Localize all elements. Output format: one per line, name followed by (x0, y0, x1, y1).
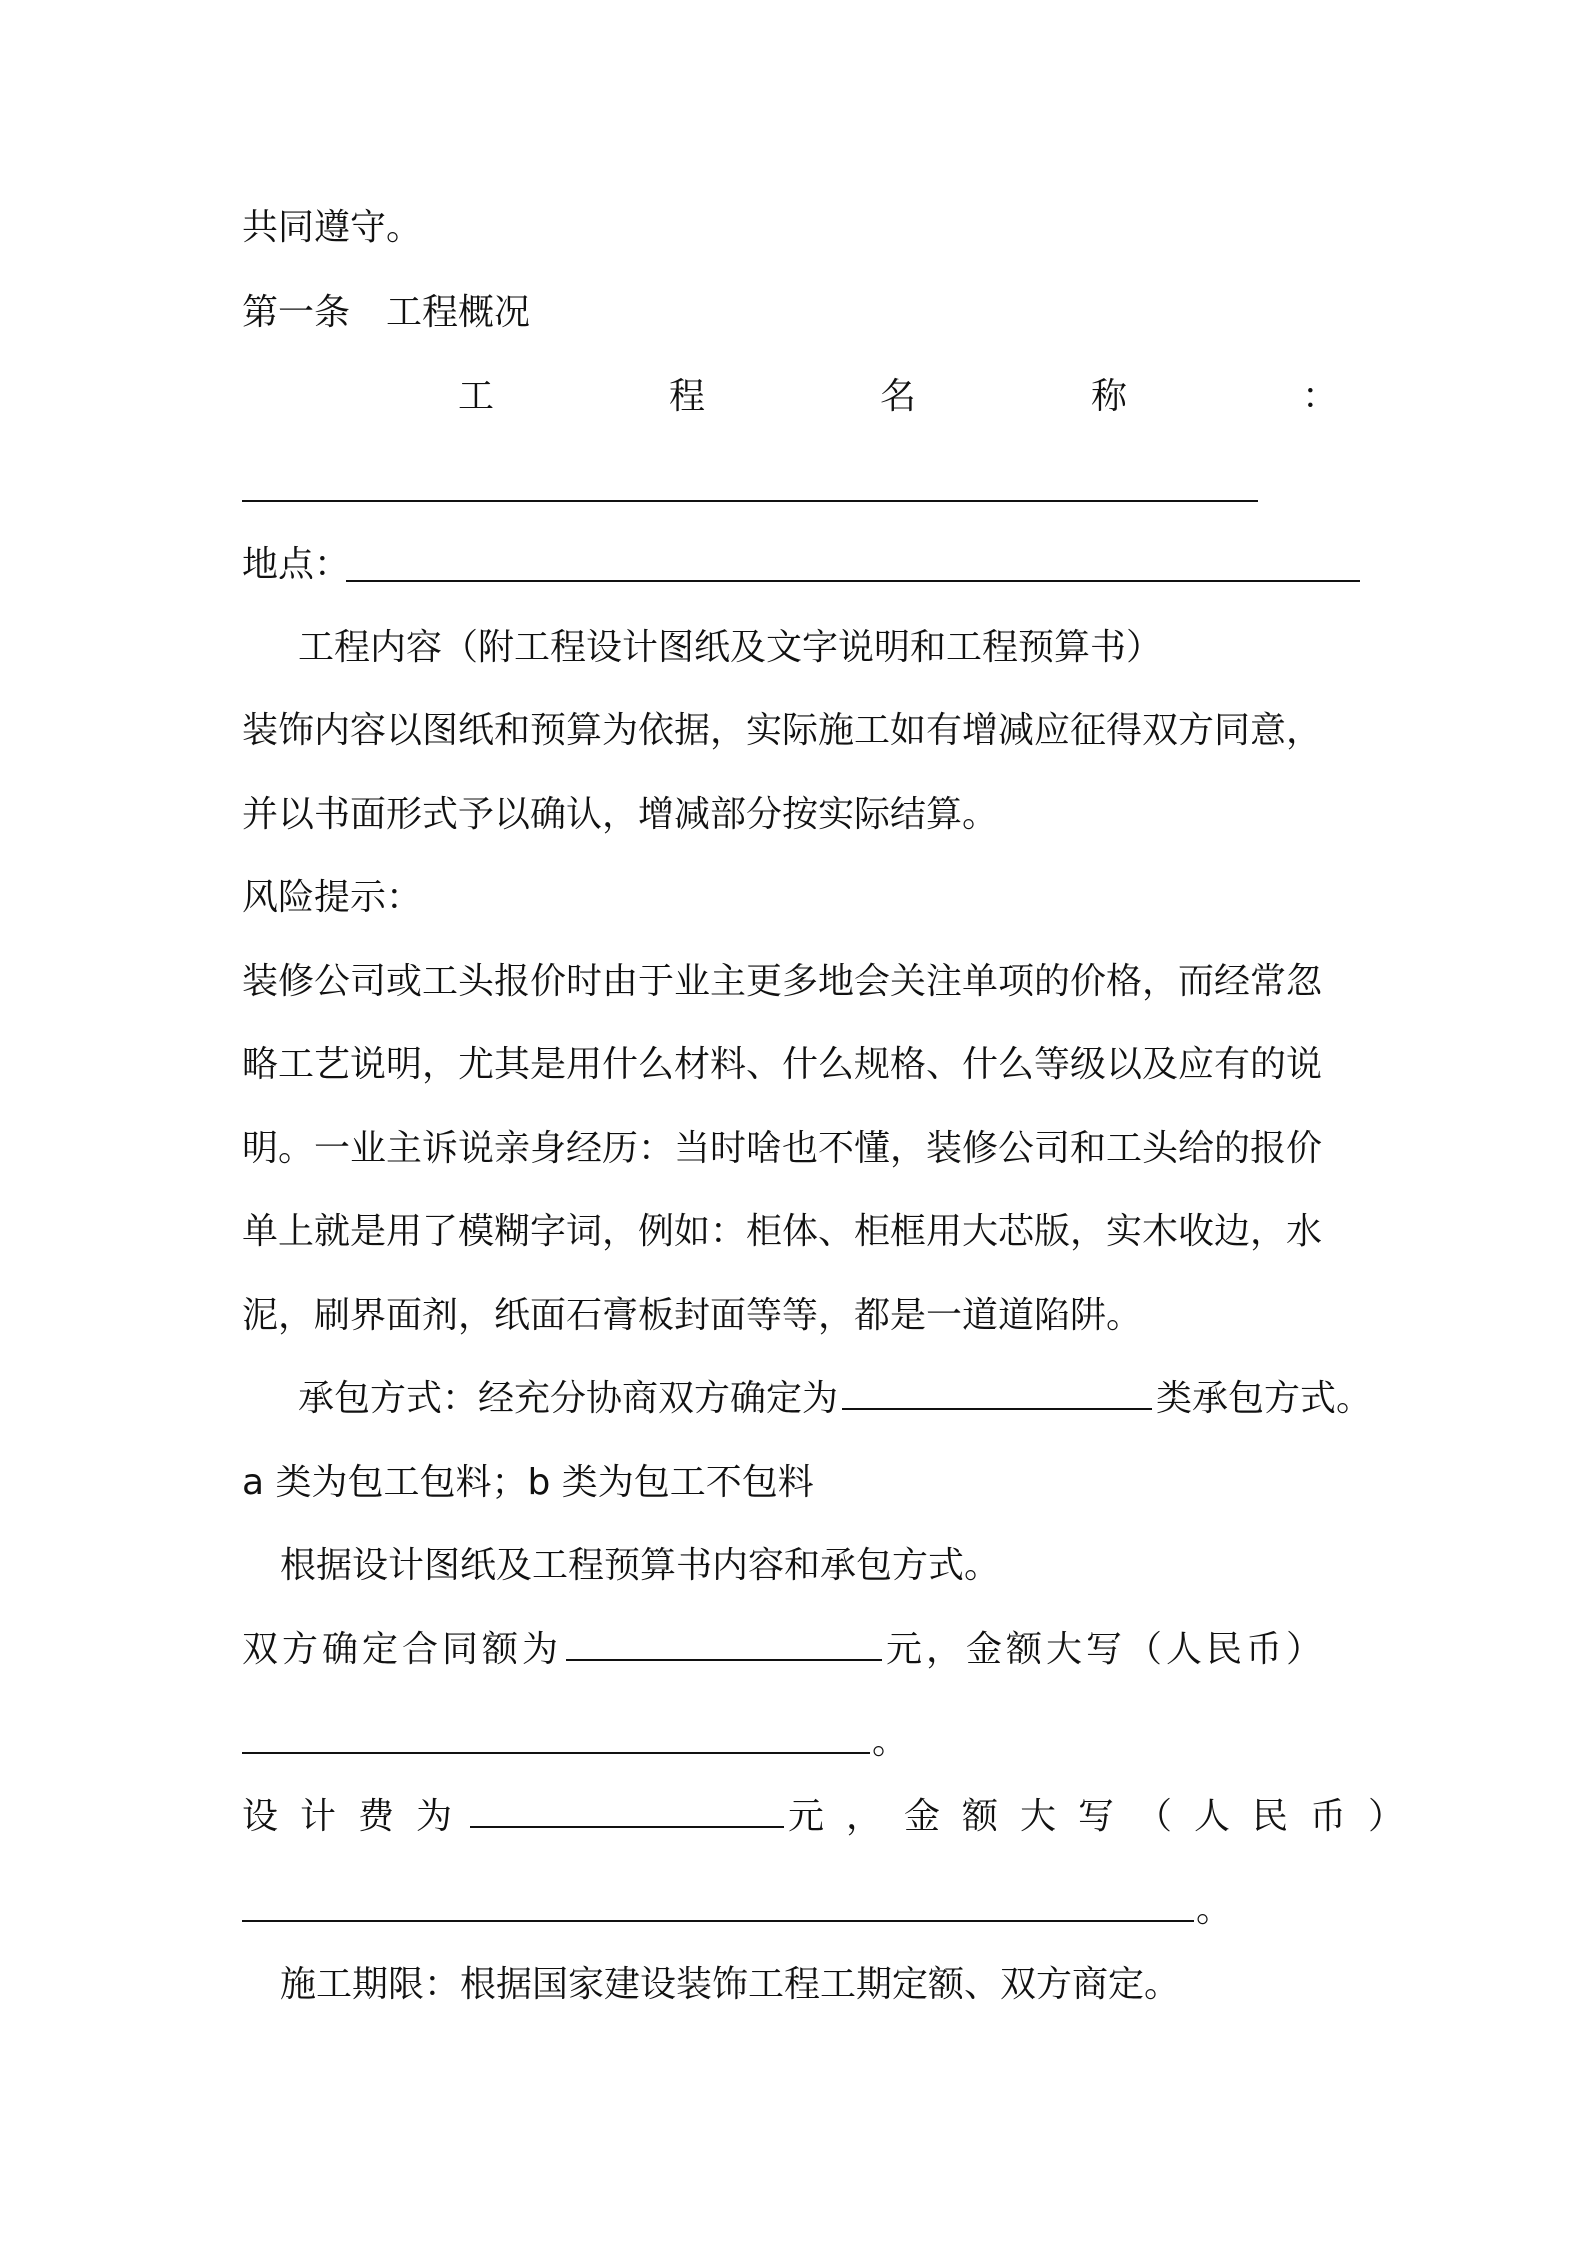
design-fee-capital-blank[interactable] (242, 1920, 1194, 1922)
risk-label: 风险提示： (242, 877, 423, 918)
contract-mode-suffix: 类承包方式。 (1156, 1378, 1373, 1419)
design-fee-suffix: 元，金额大写（人民币） (788, 1796, 1427, 1837)
location-label: 地点： (242, 544, 351, 585)
project-name-char: 称 (1090, 376, 1127, 417)
contract-amount-line (242, 1626, 1326, 1674)
project-name-label (458, 373, 1338, 421)
risk-paragraph-line4: 单上就是用了模糊字词，例如：柜体、柜框用大芯版，实木收边，水 (242, 1211, 1323, 1252)
mode-options-line: a 类为包工包料；b 类为包工不包料 (242, 1462, 814, 1503)
project-name-char: 名 (879, 376, 916, 417)
amount-capital-end: 。 (872, 1721, 909, 1762)
risk-paragraph-line1: 装修公司或工头报价时由于业主更多地会关注单项的价格，而经常忽 (242, 961, 1323, 1002)
amount-prefix: 双方确定合同额为 (242, 1629, 563, 1670)
decoration-paragraph-line1: 装饰内容以图纸和预算为依据，实际施工如有增减应征得双方同意， (242, 710, 1323, 751)
basis-line: 根据设计图纸及工程预算书内容和承包方式。 (280, 1545, 1001, 1586)
amount-suffix: 元，金额大写（人民币） (886, 1629, 1327, 1670)
contract-mode-prefix: 承包方式：经充分协商双方确定为 (298, 1378, 839, 1419)
design-fee-prefix: 设计费为 (242, 1796, 475, 1837)
design-fee-line (242, 1793, 1426, 1841)
project-name-char: 程 (668, 376, 705, 417)
location-line (242, 541, 350, 589)
design-fee-capital-end: 。 (1196, 1889, 1233, 1930)
project-name-char: 工 (458, 376, 495, 417)
project-name-blank[interactable] (242, 500, 1258, 502)
project-content-line: 工程内容（附工程设计图纸及文字说明和工程预算书） (298, 627, 1163, 668)
schedule-line: 施工期限：根据国家建设装饰工程工期定额、双方商定。 (280, 1964, 1181, 2005)
contract-mode-blank[interactable] (842, 1378, 1152, 1410)
location-blank[interactable] (346, 580, 1360, 582)
amount-blank[interactable] (566, 1629, 882, 1661)
risk-paragraph-line5: 泥，刷界面剂，纸面石膏板封面等等，都是一道道陷阱。 (242, 1295, 1143, 1336)
amount-capital-blank[interactable] (242, 1752, 870, 1754)
decoration-paragraph-line2: 并以书面形式予以确认，增减部分按实际结算。 (242, 794, 999, 835)
project-name-char: ： (1301, 376, 1338, 417)
article-title: 第一条 工程概况 (242, 292, 531, 333)
design-fee-blank[interactable] (470, 1796, 784, 1828)
intro-line: 共同遵守。 (242, 207, 423, 248)
risk-paragraph-line2: 略工艺说明，尤其是用什么材料、什么规格、什么等级以及应有的说 (242, 1044, 1323, 1085)
contract-mode-line (298, 1375, 1372, 1423)
risk-paragraph-line3: 明。一业主诉说亲身经历：当时啥也不懂，装修公司和工头给的报价 (242, 1128, 1323, 1169)
